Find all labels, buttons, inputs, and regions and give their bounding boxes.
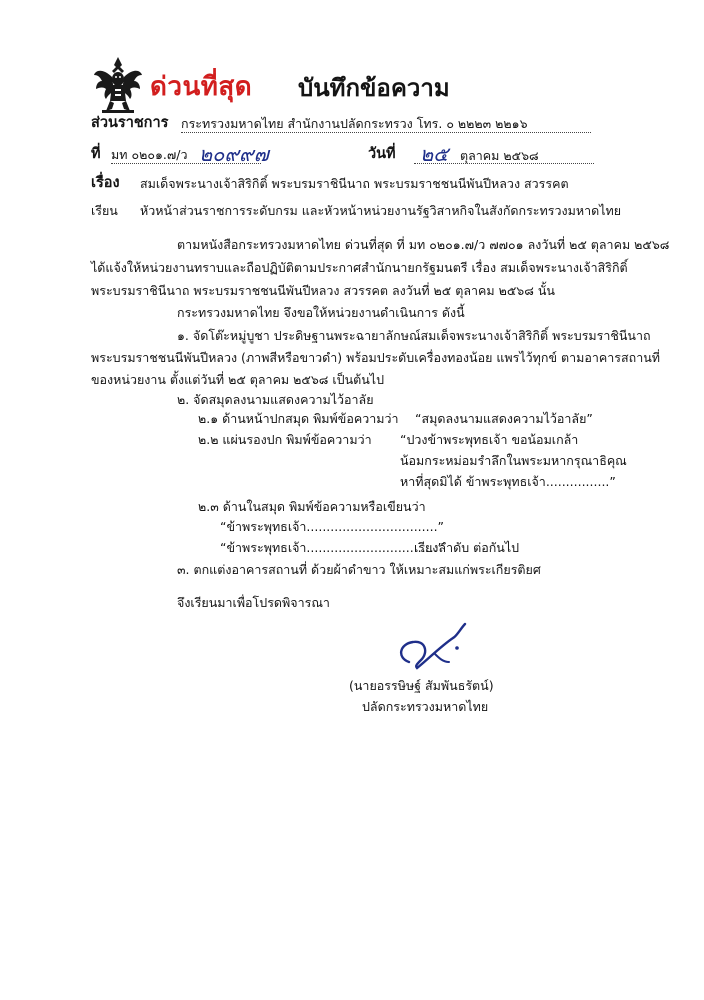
item-2-2-line2: น้อมกระหม่อมรำลึกในพระมหากรุณาธิคุณ (400, 453, 627, 468)
agency-value: กระทรวงมหาดไทย สำนักงานปลัดกระทรวง โทร. ๐ ๒๒๒๓ ๒๒๑๖ (181, 116, 528, 131)
urgency-stamp: ด่วนที่สุด (150, 72, 253, 102)
body-p1-line2: ได้แจ้งให้หน่วยงานทราบและถือปฏิบัติตามประกาศสำนักนายกรัฐมนตรี เรื่อง สมเด็จพระนางเจ้าสิริกิติ์ (91, 260, 628, 275)
item-2-3-label: ๒.๓ ด้านในสมุด พิมพ์ข้อความหรือเขียนว่า (198, 499, 426, 514)
garuda-emblem (92, 55, 144, 115)
body-p2: กระทรวงมหาดไทย จึงขอให้หน่วยงานดำเนินการ ดังนี้ (177, 305, 465, 320)
item-2-2-label: ๒.๒ แผ่นรองปก พิมพ์ข้อความว่า (198, 432, 372, 447)
item-1-line1: ๑. จัดโต๊ะหมู่บูชา ประดิษฐานพระฉายาลักษณ์สมเด็จพระนางเจ้าสิริกิติ์ พระบรมราชินีนาถ (177, 328, 651, 343)
date-dotted-rule (414, 163, 594, 164)
item-1-line3: ของหน่วยงาน ตั้งแต่วันที่ ๒๕ ตุลาคม ๒๕๖๘ เป็นต้นไป (91, 372, 385, 387)
item-2-1-label: ๒.๑ ด้านหน้าปกสมุด พิมพ์ข้อความว่า (198, 411, 399, 426)
date-label: วันที่ (368, 146, 396, 162)
date-day-handwritten: ๒๕ (420, 142, 449, 166)
ref-dotted-rule (111, 163, 261, 164)
item-2-2-line3: หาที่สุดมิได้ ข้าพระพุทธเจ้า................” (400, 474, 616, 489)
agency-dotted-rule (181, 132, 591, 133)
signature-mark (395, 618, 485, 678)
signatory-name: (นายอรรษิษฐ์ สัมพันธรัตน์) (349, 678, 494, 693)
body-p1-line3: พระบรมราชินีนาถ พระบรมราชชนนีพันปีหลวง สวรรคต ลงวันที่ ๒๕ ตุลาคม ๒๕๖๘ นั้น (91, 283, 555, 298)
item-2-2-line1: “ปวงข้าพระพุทธเจ้า ขอน้อมเกล้า (400, 432, 579, 447)
ref-number-handwritten: ๒๐๙๙๗ (199, 142, 269, 166)
date-rest: ตุลาคม ๒๕๖๘ (460, 148, 539, 163)
item-2-3-line2-suffix: เรียงลำดับ ต่อกันไป (414, 540, 520, 555)
item-3: ๓. ตกแต่งอาคารสถานที่ ด้วยผ้าดำขาว ให้เหมาะสมแก่พระเกียรติยศ (177, 562, 541, 577)
item-2-1-text: “สมุดลงนามแสดงความไว้อาลัย” (415, 411, 593, 426)
to-value: หัวหน้าส่วนราชการระดับกรม และหัวหน้าหน่วยงานรัฐวิสาหกิจในสังกัดกระทรวงมหาดไทย (140, 203, 622, 218)
item-1-line2: พระบรมราชชนนีพันปีหลวง (ภาพสีหรือขาวดำ) พร้อมประดับเครื่องทองน้อย แพรไว้ทุกข์ ตามอาคารสถานที่ (91, 350, 661, 365)
closing-text: จึงเรียนมาเพื่อโปรดพิจารณา (177, 595, 330, 610)
signatory-position: ปลัดกระทรวงมหาดไทย (362, 699, 489, 714)
document-title: บันทึกข้อความ (298, 74, 450, 102)
item-2: ๒. จัดสมุดลงนามแสดงความไว้อาลัย (177, 392, 374, 407)
body-p1-line1: ตามหนังสือกระทรวงมหาดไทย ด่วนที่สุด ที่ มท ๐๒๐๑.๗/ว ๗๗๐๑ ลงวันที่ ๒๕ ตุลาคม ๒๕๖๘ (177, 237, 670, 252)
ref-label: ที่ (91, 146, 101, 162)
agency-label: ส่วนราชการ (91, 115, 169, 131)
to-label: เรียน (91, 203, 118, 218)
item-2-3-line1: “ข้าพระพุทธเจ้า.................................” (220, 519, 445, 534)
item-2-3-line2: “ข้าพระพุทธเจ้า.................................” (220, 540, 445, 555)
subject-label: เรื่อง (91, 175, 120, 191)
subject-value: สมเด็จพระนางเจ้าสิริกิติ์ พระบรมราชินีนาถ พระบรมราชชนนีพันปีหลวง สวรรคต (140, 176, 569, 191)
ref-value: มท ๐๒๐๑.๗/ว (111, 147, 188, 162)
